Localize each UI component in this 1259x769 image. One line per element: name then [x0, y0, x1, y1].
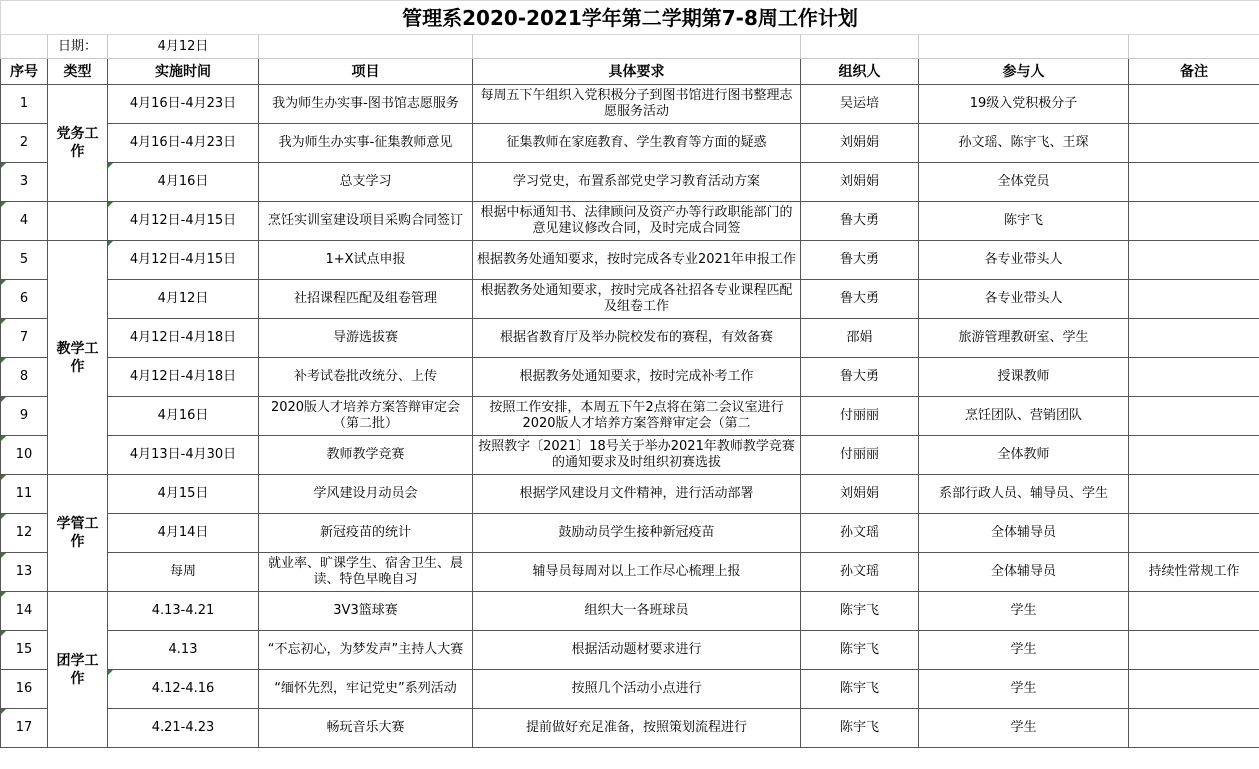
- cell-project-text: 2020版人才培养方案答辩审定会（第二批）: [270, 400, 461, 431]
- cell-no[interactable]: [1, 241, 48, 280]
- cell-participants-text: 学生: [1010, 681, 1037, 696]
- cell-time[interactable]: [108, 319, 259, 358]
- cell-project-text: 3V3篮球赛: [333, 603, 398, 618]
- header-row: [1, 59, 1259, 85]
- cell-participants[interactable]: [919, 280, 1129, 319]
- category-teaching[interactable]: 教学工作: [48, 241, 108, 475]
- cell-project-text: 教师教学竞赛: [326, 447, 405, 462]
- cell-participants-text: 旅游管理教研室、学生: [958, 330, 1089, 345]
- cell-time[interactable]: [108, 202, 259, 241]
- cell-requirement-text: 根据中标通知书、法律顾问及资产办等行政职能部门的意见建议修改合同，及时完成合同签: [480, 205, 793, 236]
- cell-remarks[interactable]: [1129, 670, 1259, 709]
- cell-time-text: 4月16日: [157, 408, 209, 423]
- cell-requirement-text: 根据学风建设月文件精神，进行活动部署: [519, 486, 754, 501]
- cell-no-text: 17: [15, 720, 33, 735]
- cell-no-text: 4: [19, 213, 29, 228]
- header-organizer: 组织人: [801, 59, 919, 85]
- cell-organizer-text: 陈宇飞: [839, 720, 879, 735]
- cell-no-text: 12: [15, 525, 33, 540]
- cell-project[interactable]: [259, 397, 473, 436]
- cell-project[interactable]: [259, 319, 473, 358]
- cell-organizer[interactable]: [801, 202, 919, 241]
- cell-organizer-text: 付丽丽: [839, 408, 879, 423]
- cell-requirement-text: 按照教字〔2021〕18号关于举办2021年教师教学竞赛的通知要求及时组织初赛选拔: [478, 439, 795, 470]
- cell-time-text: 每周: [169, 564, 196, 579]
- table-row: [1, 319, 1259, 358]
- header-requirement: 具体要求: [473, 59, 801, 85]
- cell-project[interactable]: [259, 709, 473, 748]
- cell-organizer[interactable]: [801, 397, 919, 436]
- cell-no-text: 3: [19, 174, 29, 189]
- cell-project[interactable]: [259, 514, 473, 553]
- cell-project[interactable]: [259, 85, 473, 124]
- cell-participants-text: 全体教师: [997, 447, 1050, 462]
- cell-requirement[interactable]: [473, 124, 801, 163]
- cell-participants-text: 学生: [1010, 642, 1037, 657]
- cell-time-text: 4月12日-4月18日: [129, 369, 237, 384]
- cell-time-text: 4月14日: [157, 525, 209, 540]
- table-row: [1, 475, 1259, 514]
- cell-remarks[interactable]: [1129, 709, 1259, 748]
- date-label: 日期：: [48, 35, 108, 59]
- cell-participants-text: 各专业带头人: [984, 252, 1063, 267]
- cell-requirement[interactable]: [473, 202, 801, 241]
- cell-time[interactable]: [108, 397, 259, 436]
- cell-time[interactable]: [108, 85, 259, 124]
- cell-time[interactable]: [108, 163, 259, 202]
- cell-project-text: 我为师生办实事-图书馆志愿服务: [272, 96, 459, 111]
- cell-time-text: 4月12日-4月15日: [129, 213, 237, 228]
- cell-participants[interactable]: [919, 163, 1129, 202]
- cell-participants[interactable]: [919, 475, 1129, 514]
- cell-remarks[interactable]: [1129, 631, 1259, 670]
- cell-participants-text: 孙文瑶、陈宇飞、王琛: [958, 135, 1089, 150]
- cell-participants[interactable]: [919, 397, 1129, 436]
- cell-requirement-text: 按照工作安排，本周五下午2点将在第二会议室进行2020版人才培养方案答辩审定会（第二: [489, 400, 784, 431]
- cell-requirement[interactable]: [473, 280, 801, 319]
- cell-no[interactable]: [1, 709, 48, 748]
- cell-no[interactable]: [1, 475, 48, 514]
- cell-organizer-text: 刘娟娟: [839, 486, 879, 501]
- cell-time[interactable]: [108, 241, 259, 280]
- cell-organizer-text: 付丽丽: [839, 447, 879, 462]
- cell-participants[interactable]: [919, 709, 1129, 748]
- cell-requirement-text: 根据活动题材要求进行: [571, 642, 702, 657]
- page-title: 管理系2020-2021学年第二学期第7-8周工作计划: [1, 1, 1259, 35]
- cell-requirement[interactable]: [473, 670, 801, 709]
- cell-remarks[interactable]: [1129, 514, 1259, 553]
- cell-requirement[interactable]: [473, 514, 801, 553]
- cell-time[interactable]: [108, 631, 259, 670]
- table-row: [1, 592, 1259, 631]
- cell-no[interactable]: [1, 397, 48, 436]
- cell-time[interactable]: [108, 553, 259, 592]
- cell-requirement-text: 学习党史，布置系部党史学习教育活动方案: [512, 174, 760, 189]
- cell-project-text: 就业率、旷课学生、宿舍卫生、晨读、特色早晚自习: [267, 556, 463, 587]
- cell-requirement-text: 根据教务处通知要求，按时完成各专业2021年申报工作: [476, 252, 797, 267]
- cell-participants[interactable]: [919, 358, 1129, 397]
- header-type: 类型: [48, 59, 108, 85]
- cell-organizer-text: 吴运培: [839, 96, 879, 111]
- cell-organizer-text: 鲁大勇: [839, 252, 879, 267]
- cell-requirement[interactable]: [473, 241, 801, 280]
- cell-time-text: 4月16日: [157, 174, 209, 189]
- cell-time[interactable]: [108, 475, 259, 514]
- cell-time[interactable]: [108, 280, 259, 319]
- cell-no[interactable]: [1, 592, 48, 631]
- cell-requirement[interactable]: [473, 358, 801, 397]
- cell-requirement[interactable]: [473, 709, 801, 748]
- cell-no[interactable]: [1, 85, 48, 124]
- cell-requirement[interactable]: [473, 475, 801, 514]
- cell-organizer[interactable]: [801, 280, 919, 319]
- cell-requirement-text: 鼓励动员学生接种新冠疫苗: [558, 525, 715, 540]
- cell-remarks[interactable]: [1129, 280, 1259, 319]
- cell-remarks[interactable]: [1129, 475, 1259, 514]
- cell-project[interactable]: [259, 592, 473, 631]
- cell-participants-text: 学生: [1010, 603, 1037, 618]
- cell-participants-text: 全体辅导员: [990, 525, 1056, 540]
- cell-no-text: 13: [15, 564, 33, 579]
- cell-requirement-text: 辅导员每周对以上工作尽心梳理上报: [532, 564, 741, 579]
- cell-participants[interactable]: [919, 202, 1129, 241]
- cell-time[interactable]: [108, 514, 259, 553]
- cell-time[interactable]: [108, 670, 259, 709]
- cell-project[interactable]: [259, 475, 473, 514]
- cell-organizer-text: 孙文瑶: [839, 525, 879, 540]
- cell-requirement[interactable]: [473, 592, 801, 631]
- table-row: [1, 358, 1259, 397]
- header-no: 序号: [1, 59, 48, 85]
- cell-no[interactable]: [1, 319, 48, 358]
- cell-time-text: 4月12日: [157, 291, 209, 306]
- cell-time-text: 4月15日: [157, 486, 209, 501]
- cell-project-text: “不忘初心，为梦发声”主持人大赛: [267, 642, 464, 657]
- header-time: 实施时间: [108, 59, 259, 85]
- cell-time-text: 4.12-4.16: [151, 681, 215, 696]
- cell-requirement-text: 每周五下午组织入党积极分子到图书馆进行图书整理志愿服务活动: [480, 88, 793, 119]
- cell-no-text: 5: [19, 252, 29, 267]
- cell-participants[interactable]: [919, 670, 1129, 709]
- cell-participants[interactable]: [919, 85, 1129, 124]
- cell-project-text: 社招课程匹配及组卷管理: [293, 291, 437, 306]
- cell-no[interactable]: [1, 280, 48, 319]
- cell-participants-text: 烹饪团队、营销团队: [964, 408, 1082, 423]
- cell-participants-text: 系部行政人员、辅导员、学生: [938, 486, 1108, 501]
- cell-participants[interactable]: [919, 553, 1129, 592]
- cell-organizer-text: 邵娟: [846, 330, 873, 345]
- cell-remarks[interactable]: [1129, 397, 1259, 436]
- cell-remarks[interactable]: [1129, 358, 1259, 397]
- cell-participants-text: 学生: [1010, 720, 1037, 735]
- cell-requirement[interactable]: [473, 436, 801, 475]
- cell-participants[interactable]: [919, 514, 1129, 553]
- cell-organizer[interactable]: [801, 475, 919, 514]
- cell-requirement[interactable]: [473, 163, 801, 202]
- cell-project-text: 补考试卷批改统分、上传: [293, 369, 437, 384]
- cell-participants-text: 全体辅导员: [990, 564, 1056, 579]
- cell-project-text: 导游选拔赛: [332, 330, 398, 345]
- cell-no-text: 11: [15, 486, 33, 501]
- cell-no-text: 7: [19, 330, 29, 345]
- cell-time[interactable]: [108, 358, 259, 397]
- cell-no[interactable]: [1, 436, 48, 475]
- cell-project[interactable]: [259, 163, 473, 202]
- table-row: [1, 631, 1259, 670]
- cell-time[interactable]: [108, 592, 259, 631]
- cell-organizer-text: 刘娟娟: [839, 135, 879, 150]
- date-value[interactable]: 4月12日: [108, 35, 259, 59]
- cell-participants[interactable]: [919, 592, 1129, 631]
- cell-time-text: 4月16日-4月23日: [129, 135, 237, 150]
- cell-remarks[interactable]: [1129, 85, 1259, 124]
- cell-requirement-text: 根据教务处通知要求，按时完成各社招各专业课程匹配及组卷工作: [480, 283, 793, 314]
- cell-requirement[interactable]: [473, 631, 801, 670]
- cell-no[interactable]: [1, 670, 48, 709]
- cell-requirement-text: 根据教务处通知要求，按时完成补考工作: [519, 369, 754, 384]
- table-row: [1, 202, 1259, 241]
- cell-no-text: 1: [19, 96, 29, 111]
- cell-participants[interactable]: [919, 319, 1129, 358]
- cell-project[interactable]: [259, 553, 473, 592]
- cell-project[interactable]: [259, 436, 473, 475]
- cell-requirement-text: 提前做好充足准备，按照策划流程进行: [525, 720, 747, 735]
- cell-participants[interactable]: [919, 241, 1129, 280]
- cell-no[interactable]: [1, 163, 48, 202]
- category-league[interactable]: 团学工作: [48, 592, 108, 748]
- table-row: [1, 163, 1259, 202]
- cell-no[interactable]: [1, 553, 48, 592]
- cell-remarks[interactable]: [1129, 436, 1259, 475]
- cell-time-text: 4.13-4.21: [151, 603, 215, 618]
- cell-remarks[interactable]: [1129, 163, 1259, 202]
- cell-organizer[interactable]: [801, 241, 919, 280]
- cell-organizer-text: 鲁大勇: [839, 213, 879, 228]
- cell-project[interactable]: [259, 631, 473, 670]
- cell-participants-text: 各专业带头人: [984, 291, 1063, 306]
- cell-no-text: 9: [19, 408, 29, 423]
- cell-organizer[interactable]: [801, 319, 919, 358]
- cell-time-text: 4月12日-4月18日: [129, 330, 237, 345]
- cell-remarks[interactable]: [1129, 319, 1259, 358]
- cell-participants-text: 19级入党积极分子: [969, 96, 1078, 111]
- cell-no-text: 2: [19, 135, 29, 150]
- cell-organizer[interactable]: [801, 85, 919, 124]
- cell-no-text: 15: [15, 642, 33, 657]
- cell-requirement-text: 征集教师在家庭教育、学生教育等方面的疑惑: [506, 135, 767, 150]
- table-row: [1, 709, 1259, 748]
- table-row: [1, 397, 1259, 436]
- cell-organizer[interactable]: [801, 553, 919, 592]
- cell-organizer-text: 鲁大勇: [839, 369, 879, 384]
- cell-time-text: 4月13日-4月30日: [129, 447, 237, 462]
- cell-organizer[interactable]: [801, 631, 919, 670]
- cell-no-text: 10: [15, 447, 33, 462]
- cell-no[interactable]: [1, 358, 48, 397]
- cell-organizer[interactable]: [801, 514, 919, 553]
- cell-no[interactable]: [1, 202, 48, 241]
- category-party[interactable]: 党务工作: [48, 85, 108, 202]
- cell-time[interactable]: [108, 436, 259, 475]
- cell-organizer[interactable]: [801, 592, 919, 631]
- cell-project-text: 总支学习: [339, 174, 392, 189]
- cell-time[interactable]: [108, 709, 259, 748]
- table-row: [1, 514, 1259, 553]
- table-row: [1, 241, 1259, 280]
- cell-project[interactable]: [259, 124, 473, 163]
- cell-requirement[interactable]: [473, 397, 801, 436]
- cell-remarks-text: 持续性常规工作: [1148, 564, 1240, 579]
- cell-project-text: 学风建设月动员会: [313, 486, 418, 501]
- cell-organizer[interactable]: [801, 358, 919, 397]
- cell-participants-text: 授课教师: [997, 369, 1050, 384]
- cell-participants-text: 陈宇飞: [1003, 213, 1043, 228]
- cell-organizer-text: 刘娟娟: [839, 174, 879, 189]
- cell-time-text: 4.21-4.23: [151, 720, 215, 735]
- cell-project-text: 畅玩音乐大赛: [326, 720, 405, 735]
- cell-organizer-text: 陈宇飞: [839, 642, 879, 657]
- cell-organizer-text: 鲁大勇: [839, 291, 879, 306]
- cell-no-text: 8: [19, 369, 29, 384]
- table-row: [1, 553, 1259, 592]
- table-row: [1, 85, 1259, 124]
- cell-no-text: 6: [19, 291, 29, 306]
- cell-requirement-text: 组织大一各班球员: [584, 603, 689, 618]
- table-row: [1, 670, 1259, 709]
- cell-time-text: 4月12日-4月15日: [129, 252, 237, 267]
- cell-organizer-text: 陈宇飞: [839, 681, 879, 696]
- cell-requirement[interactable]: [473, 553, 801, 592]
- cell-no-text: 16: [15, 681, 33, 696]
- cell-project-text: 我为师生办实事-征集教师意见: [278, 135, 453, 150]
- cell-project[interactable]: [259, 358, 473, 397]
- cell-project[interactable]: [259, 202, 473, 241]
- cell-no-text: 14: [15, 603, 33, 618]
- cell-requirement[interactable]: [473, 319, 801, 358]
- cell-organizer[interactable]: [801, 163, 919, 202]
- cell-requirement-text: 按照几个活动小点进行: [571, 681, 702, 696]
- cell-remarks[interactable]: [1129, 241, 1259, 280]
- cell-time-text: 4.13: [168, 642, 198, 657]
- cell-no[interactable]: [1, 514, 48, 553]
- cell-project[interactable]: [259, 241, 473, 280]
- cell-remarks[interactable]: [1129, 124, 1259, 163]
- category-empty[interactable]: [48, 202, 108, 241]
- cell-organizer[interactable]: [801, 124, 919, 163]
- cell-time[interactable]: [108, 124, 259, 163]
- cell-project[interactable]: [259, 670, 473, 709]
- cell-requirement-text: 根据省教育厅及举办院校发布的赛程，有效备赛: [499, 330, 773, 345]
- category-student[interactable]: 学管工作: [48, 475, 108, 592]
- cell-organizer-text: 陈宇飞: [839, 603, 879, 618]
- cell-no[interactable]: [1, 124, 48, 163]
- cell-organizer[interactable]: [801, 670, 919, 709]
- cell-project-text: 1+X试点申报: [325, 252, 406, 267]
- cell-requirement[interactable]: [473, 85, 801, 124]
- cell-remarks[interactable]: [1129, 202, 1259, 241]
- cell-project-text: “缅怀先烈，牢记党史”系列活动: [274, 681, 457, 696]
- header-project: 项目: [259, 59, 473, 85]
- cell-participants[interactable]: [919, 631, 1129, 670]
- table-row: [1, 280, 1259, 319]
- cell-no[interactable]: [1, 631, 48, 670]
- table-row: [1, 436, 1259, 475]
- cell-participants[interactable]: [919, 124, 1129, 163]
- cell-organizer[interactable]: [801, 436, 919, 475]
- cell-organizer[interactable]: [801, 709, 919, 748]
- cell-participants[interactable]: [919, 436, 1129, 475]
- cell-remarks[interactable]: [1129, 592, 1259, 631]
- cell-remarks[interactable]: [1129, 553, 1259, 592]
- table-row: [1, 124, 1259, 163]
- header-participants: 参与人: [919, 59, 1129, 85]
- header-remarks: 备注: [1129, 59, 1259, 85]
- cell-time-text: 4月16日-4月23日: [129, 96, 237, 111]
- cell-project[interactable]: [259, 280, 473, 319]
- cell-project-text: 新冠疫苗的统计: [319, 525, 411, 540]
- cell-project-text: 烹饪实训室建设项目采购合同签订: [267, 213, 463, 228]
- cell-participants-text: 全体党员: [997, 174, 1050, 189]
- cell-organizer-text: 孙文瑶: [839, 564, 879, 579]
